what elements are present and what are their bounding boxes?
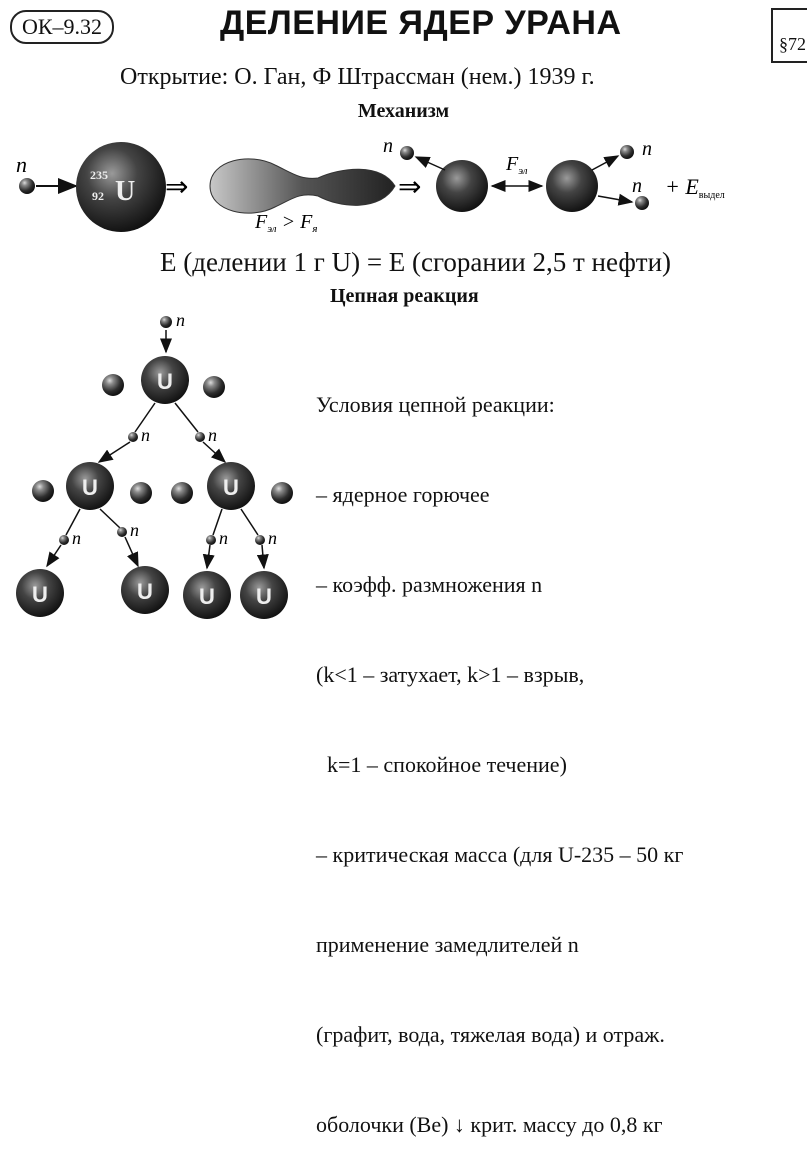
chain-reaction-heading: Цепная реакция: [330, 285, 479, 307]
conditions-title: Условия цепной реакции:: [316, 392, 555, 417]
condition-item: оболочки (Be) ↓ крит. массу до 0,8 кг: [316, 1112, 663, 1137]
chain-arrow: [207, 545, 210, 568]
chain-arrow: [125, 537, 138, 566]
chain-neutron-label: n: [268, 528, 277, 548]
discovery-line: Открытие: О. Ган, Ф Штрассман (нем.) 1939 г.: [120, 64, 595, 90]
nucleus-charge-number: 92: [92, 189, 104, 203]
chain-reaction-diagram: [16, 310, 293, 619]
chain-arrow: [100, 509, 120, 528]
transition-arrow-1: ⇒: [165, 170, 189, 203]
emitted-neutron-1: [400, 146, 414, 160]
force-inequality: $F_{эл} > F_я$: [255, 211, 318, 235]
chain-neutron-label: n: [130, 520, 139, 540]
nucleus-mass-number: 235: [90, 168, 108, 182]
chain-neutron: [206, 535, 216, 545]
condition-item: применение замедлителей n: [316, 932, 579, 957]
emitted-neutron-1-label: n: [383, 135, 393, 157]
emitted-neutron-2-label: n: [642, 138, 652, 160]
page-title: ДЕЛЕНИЕ ЯДЕР УРАНА: [220, 4, 622, 42]
nucleus-symbol: U: [115, 176, 136, 207]
deformed-nucleus: [210, 159, 395, 213]
chain-fragment: [171, 482, 193, 504]
chain-neutron-in-label: n: [176, 310, 185, 330]
emitted-neutron-2-arrow: [592, 156, 618, 170]
chain-neutron: [255, 535, 265, 545]
paragraph-ref: §72: [771, 8, 807, 63]
chain-neutron-label: n: [219, 528, 228, 548]
electric-force-label: $F_{эл}$: [506, 153, 528, 177]
conditions-list: [316, 330, 683, 1170]
energy-equivalence: E (делении 1 г U) = E (сгорании 2,5 т нефти): [160, 247, 672, 277]
document-code-badge: ОК–9.32: [10, 10, 114, 44]
condition-item: k=1 – спокойное течение): [316, 752, 567, 777]
emitted-neutron-3-label: n: [632, 175, 642, 197]
mechanism-heading: Механизм: [357, 100, 450, 122]
chain-fragment: [130, 482, 152, 504]
chain-nucleus-label: U: [137, 579, 153, 604]
neutron-label: n: [16, 152, 27, 177]
emitted-neutron-3: [635, 196, 649, 210]
chain-nucleus-label: U: [32, 582, 48, 607]
chain-fragment: [102, 374, 124, 396]
chain-neutron: [128, 432, 138, 442]
chain-neutron-label: n: [141, 425, 150, 445]
emitted-neutron-1-arrow: [416, 157, 445, 170]
chain-neutron: [195, 432, 205, 442]
transition-arrow-2: ⇒: [398, 170, 422, 203]
chain-neutron-label: n: [72, 528, 81, 548]
chain-arrow: [175, 403, 198, 432]
chain-neutron-in: [160, 316, 172, 328]
chain-nucleus-label: U: [82, 475, 98, 500]
chain-fragment: [271, 482, 293, 504]
fragment-right: [546, 160, 598, 212]
energy-released: + Eвыдел: [665, 174, 725, 201]
chain-neutron: [59, 535, 69, 545]
condition-item: (k<1 – затухает, k>1 – взрыв,: [316, 662, 585, 687]
chain-neutron-label: n: [208, 425, 217, 445]
condition-item: – критическая масса (для U-235 – 50 кг: [316, 842, 684, 867]
neutron-particle: [19, 178, 35, 194]
chain-arrow: [99, 442, 130, 462]
condition-item: – ядерное горючее: [316, 482, 490, 507]
chain-nucleus-label: U: [199, 584, 215, 609]
chain-arrow: [47, 545, 61, 566]
chain-arrow: [203, 442, 225, 462]
chain-nucleus-label: U: [256, 584, 272, 609]
condition-item: (графит, вода, тяжелая вода) и отраж.: [316, 1022, 665, 1047]
chain-fragment: [32, 480, 54, 502]
emitted-neutron-3-arrow: [598, 196, 632, 202]
chain-nucleus-label: U: [157, 369, 173, 394]
chain-arrow: [241, 509, 258, 535]
chain-arrow: [262, 545, 264, 568]
emitted-neutron-2: [620, 145, 634, 159]
fragment-left: [436, 160, 488, 212]
chain-nucleus-label: U: [223, 475, 239, 500]
chain-fragment: [203, 376, 225, 398]
chain-neutron: [117, 527, 127, 537]
condition-item: – коэфф. размножения n: [316, 572, 543, 597]
